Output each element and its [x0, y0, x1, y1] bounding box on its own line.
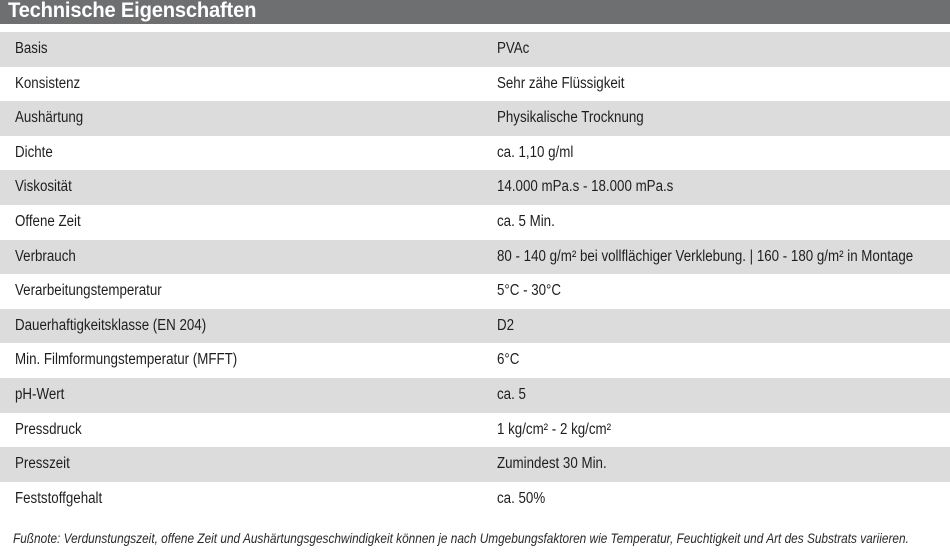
property-label: Viskosität — [15, 178, 72, 196]
property-value: 14.000 mPa.s - 18.000 mPa.s — [497, 178, 674, 196]
property-label: Pressdruck — [15, 420, 82, 438]
property-label: pH-Wert — [15, 385, 65, 403]
table-row — [0, 343, 950, 378]
property-value: Zumindest 30 Min. — [497, 455, 607, 473]
property-label: Presszeit — [15, 455, 70, 473]
property-label: Basis — [15, 40, 48, 57]
properties-table — [0, 32, 950, 516]
property-label: Verbrauch — [15, 247, 76, 265]
property-label: Offene Zeit — [15, 212, 81, 230]
property-value: 1 kg/cm² - 2 kg/cm² — [497, 420, 612, 438]
table-row — [0, 67, 950, 102]
property-value: ca. 5 — [497, 385, 526, 403]
table-row — [0, 274, 950, 309]
table-row — [0, 482, 950, 517]
property-label: Min. Filmformungstemperatur (MFFT) — [15, 351, 238, 369]
table-row — [0, 170, 950, 205]
property-value: ca. 50% — [497, 489, 546, 507]
property-label: Verarbeitungstemperatur — [15, 282, 162, 300]
table-row — [0, 32, 950, 67]
property-label: Konsistenz — [15, 74, 81, 92]
property-label: Dauerhaftigkeitsklasse (EN 204) — [15, 316, 207, 334]
table-row — [0, 378, 950, 413]
property-label: Aushärtung — [15, 109, 84, 127]
footnote: Fußnote: Verdunstungszeit, offene Zeit und Aushärtungsgeschwindigkeit können je nach Umgebungsfaktoren wie Temperatur, Feuchtigkeit und Art des Substrats variieren. — [13, 530, 909, 546]
section-header — [0, 0, 950, 24]
table-row — [0, 136, 950, 171]
property-value: 6°C — [497, 351, 520, 369]
table-row — [0, 309, 950, 344]
property-value: 80 - 140 g/m² bei vollflächiger Verklebung. | 160 - 180 g/m² in Montage — [497, 247, 914, 265]
property-value: PVAc — [497, 40, 530, 57]
property-value: ca. 1,10 g/ml — [497, 143, 574, 161]
property-value: Sehr zähe Flüssigkeit — [497, 74, 625, 92]
table-row — [0, 413, 950, 448]
table-row — [0, 205, 950, 240]
property-value: 5°C - 30°C — [497, 282, 562, 300]
table-row — [0, 101, 950, 136]
property-value: ca. 5 Min. — [497, 212, 555, 230]
property-label: Feststoffgehalt — [15, 489, 103, 507]
property-label: Dichte — [15, 143, 53, 161]
property-value: Physikalische Trocknung — [497, 109, 644, 127]
section-title: Technische Eigenschaften — [8, 0, 257, 22]
property-value: D2 — [497, 316, 515, 334]
table-row — [0, 240, 950, 275]
table-row — [0, 447, 950, 482]
